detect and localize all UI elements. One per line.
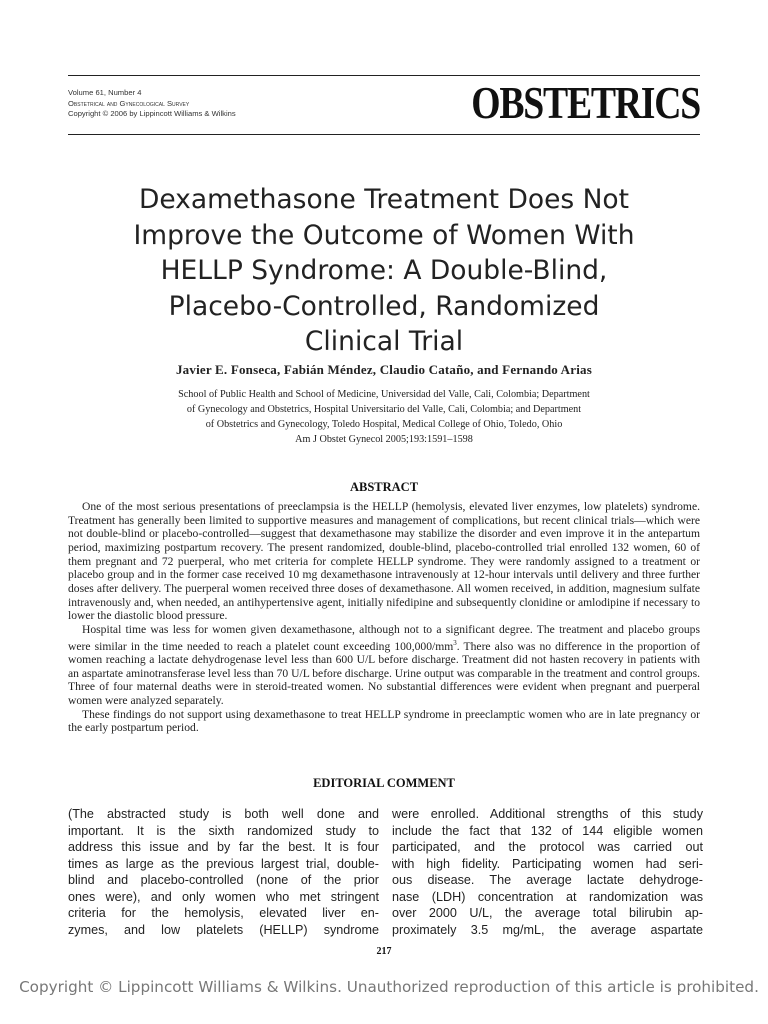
abstract-heading: ABSTRACT: [349, 480, 419, 494]
editorial-right-column: [392, 806, 703, 938]
text-line: zymes, and low platelets (HELLP) syndrome: [68, 922, 379, 937]
title-line: Clinical Trial: [304, 326, 464, 357]
text-line: address this issue and by far the best. It is four: [68, 840, 379, 854]
text-line: nase (LDH) concentration at randomization was: [392, 889, 703, 904]
text-line: with high fidelity. Participating women had seri-: [392, 856, 703, 871]
header-top-rule: [68, 75, 700, 76]
title-line: Dexamethasone Treatment Does Not: [138, 184, 630, 215]
journal-meta: [68, 88, 328, 120]
article-title: [68, 182, 700, 360]
copyright-line: Copyright © 2006 by Lippincott Williams & Wilkins: [68, 109, 236, 118]
text-line: participated, and the protocol was carried out: [392, 840, 703, 854]
affiliations: [68, 387, 700, 447]
copyright-footer: Copyright © Lippincott Williams & Wilkins. Unauthorized reproduction of this article is prohibited.: [19, 978, 759, 996]
text-line: criteria for the hemolysis, elevated liver en-: [68, 906, 379, 920]
citation: Am J Obstet Gynecol 2005;193:1591–1598: [295, 434, 473, 445]
text-line: over 2000 U/L, the average total bilirubin ap-: [392, 906, 703, 920]
text-line: ones were), and only women who met stringent: [68, 889, 379, 904]
volume-line: Volume 61, Number 4: [68, 88, 142, 97]
abstract-paragraph: These findings do not support using dexamethasone to treat HELLP syndrome in preeclamptic women who are in late pregnancy or the early postpartum period.: [68, 707, 700, 735]
title-line: Improve the Outcome of Women With: [133, 219, 635, 251]
page-number: 217: [376, 946, 392, 957]
editorial-left-column: [68, 806, 379, 938]
affiliation-line: of Gynecology and Obstetrics, Hospital Universitario del Valle, Cali, Colombia; and Department: [186, 404, 582, 415]
abstract-paragraph: [68, 623, 700, 708]
author-list: Javier E. Fonseca, Fabián Méndez, Claudio Cataño, and Fernando Arias: [175, 362, 593, 377]
abstract-text: . There also was no difference in the proportion of women reaching a lactate dehydrogenase level less than 600 U/L before discharge. Treatment did not hasten recovery in patients with an aspartate aminotransferase level less than 70 U/L before discharge. Urine output was comparable in the treatment and control groups. Three of four maternal deaths were in steroid-treated women. No substantial differences were evident when pregnant and puerperal women were analyzed separately.: [68, 639, 701, 708]
text-line: times as large as the previous largest trial, double-: [68, 856, 379, 871]
text-line: include the fact that 132 of 144 eligible women: [392, 823, 703, 838]
editorial-heading: EDITORIAL COMMENT: [313, 776, 455, 790]
survey-line: Obstetrical and Gynecological Survey: [68, 98, 190, 108]
abstract-body: [68, 500, 700, 735]
text-line: blind and placebo-controlled (none of the prior: [68, 873, 379, 887]
text-line: important. It is the sixth randomized study to: [68, 823, 379, 838]
title-line: HELLP Syndrome: A Double-Blind,: [160, 255, 608, 286]
affiliation-line: School of Public Health and School of Medicine, Universidad del Valle, Cali, Colombia; Department: [178, 389, 590, 400]
abstract-paragraph: One of the most serious presentations of preeclampsia is the HELLP (hemolysis, elevated liver enzymes, low platelets) syndrome. Treatment has generally been limited to supportive measures and management of complications, but recent clinical trials—which were not double-blind or placebo-controlled—suggest that dexamethasone may stabilize the disorder and even improve it in the antepartum period, maximizing postpartum recovery. The present randomized, double-blind, placebo-controlled trial enrolled 132 women, 60 of them pregnant and 72 puerperal, who met criteria for complete HELLP syndrome. They were randomly assigned to a treatment or placebo group and in the former case received 10 mg dexamethasone intravenously at 12-hour intervals until delivery and three further doses after delivery. The puerperal women received three doses of dexamethasone. All women received, in addition, magnesium sulfate intravenously and, when needed, an antihypertensive agent, initially nifedipine and subsequently clonidine or amlodipine if necessary to lower the diastolic blood pressure.: [68, 500, 701, 623]
header-bottom-rule: [68, 134, 700, 135]
abstract-text: Hospital time was less for women given dexamethasone, although not to a significant degree. The treatment and placebo groups were similar in the time needed to reach a platelet count exceeding 100,000/mm: [68, 622, 700, 653]
text-line: (The abstracted study is both well done and: [68, 807, 379, 821]
text-line: were enrolled. Additional strengths of this study: [392, 807, 703, 821]
text-line: proximately 3.5 mg/mL, the average aspartate: [392, 922, 703, 937]
affiliation-line: of Obstetrics and Gynecology, Toledo Hospital, Medical College of Ohio, Toledo, Ohio: [205, 419, 563, 430]
superscript: 3: [453, 638, 457, 647]
title-line: Placebo-Controlled, Randomized: [168, 290, 600, 322]
text-line: ous disease. The average lactate dehydroge-: [392, 873, 703, 887]
journal-section-title: OBSTETRICS: [471, 77, 700, 128]
